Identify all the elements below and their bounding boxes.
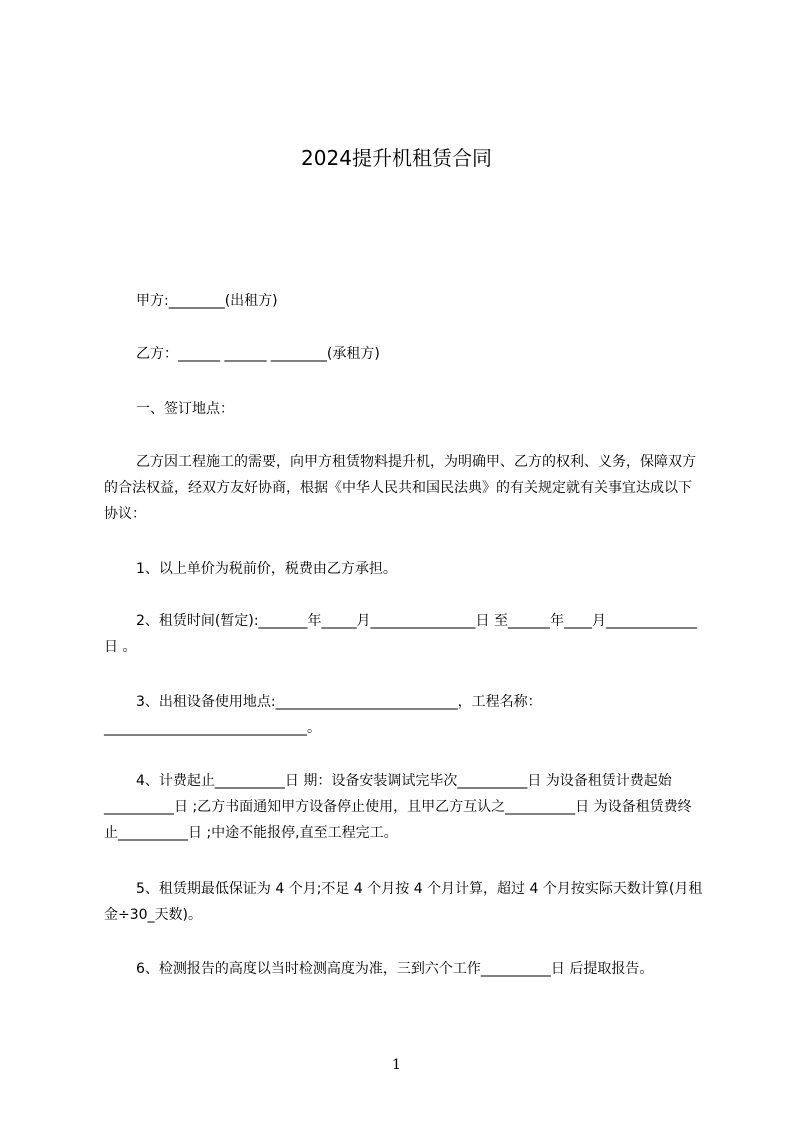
clause-2-rental-period: 2、租赁时间(暂定):_______年_____月_______________日 至______年____月_____________日 。 xyxy=(104,613,697,655)
party-a-line: 甲方:________(出租方) xyxy=(136,293,278,309)
intro-paragraph: 乙方因工程施工的需要，向甲方租赁物料提升机，为明确甲、乙方的权利、义务，保障双方的合法权益，经双方友好协商，根据《中华人民共和国民法典》的有关规定就有关事宜达成以下协议： xyxy=(104,454,696,522)
clause-5-minimum-term: 5、租赁期最低保证为 4 个月;不足 4 个月按 4 个月计算，超过 4 个月按实际天数计算(月租金÷30_天数)。 xyxy=(104,881,703,923)
party-b-line: 乙方：______ ______ ________(承租方) xyxy=(136,346,380,362)
clause-3-usage-location: 3、出租设备使用地点:__________________________，工程名称：_____________________________。 xyxy=(104,694,542,736)
clause-4-billing-period: 4、计费起止__________日 期：设备安装调试完毕次__________日 为设备租赁计费起始__________日 ;乙方书面通知甲方设备停止使用，且甲乙方互认之__________日 为设备租赁费终止__________日 ;中途不能报停,直至工程完工。 xyxy=(104,773,692,841)
page-number: 1 xyxy=(392,1057,401,1073)
document-title: 2024提升机租赁合同 xyxy=(301,146,492,170)
clause-1: 1、以上单价为税前价，税费由乙方承担。 xyxy=(136,561,397,577)
clause-6-inspection-report: 6、检测报告的高度以当时检测高度为准，三到六个工作__________日 后提取报告。 xyxy=(136,961,654,977)
section-heading-signing-location: 一、签订地点： xyxy=(136,401,234,417)
